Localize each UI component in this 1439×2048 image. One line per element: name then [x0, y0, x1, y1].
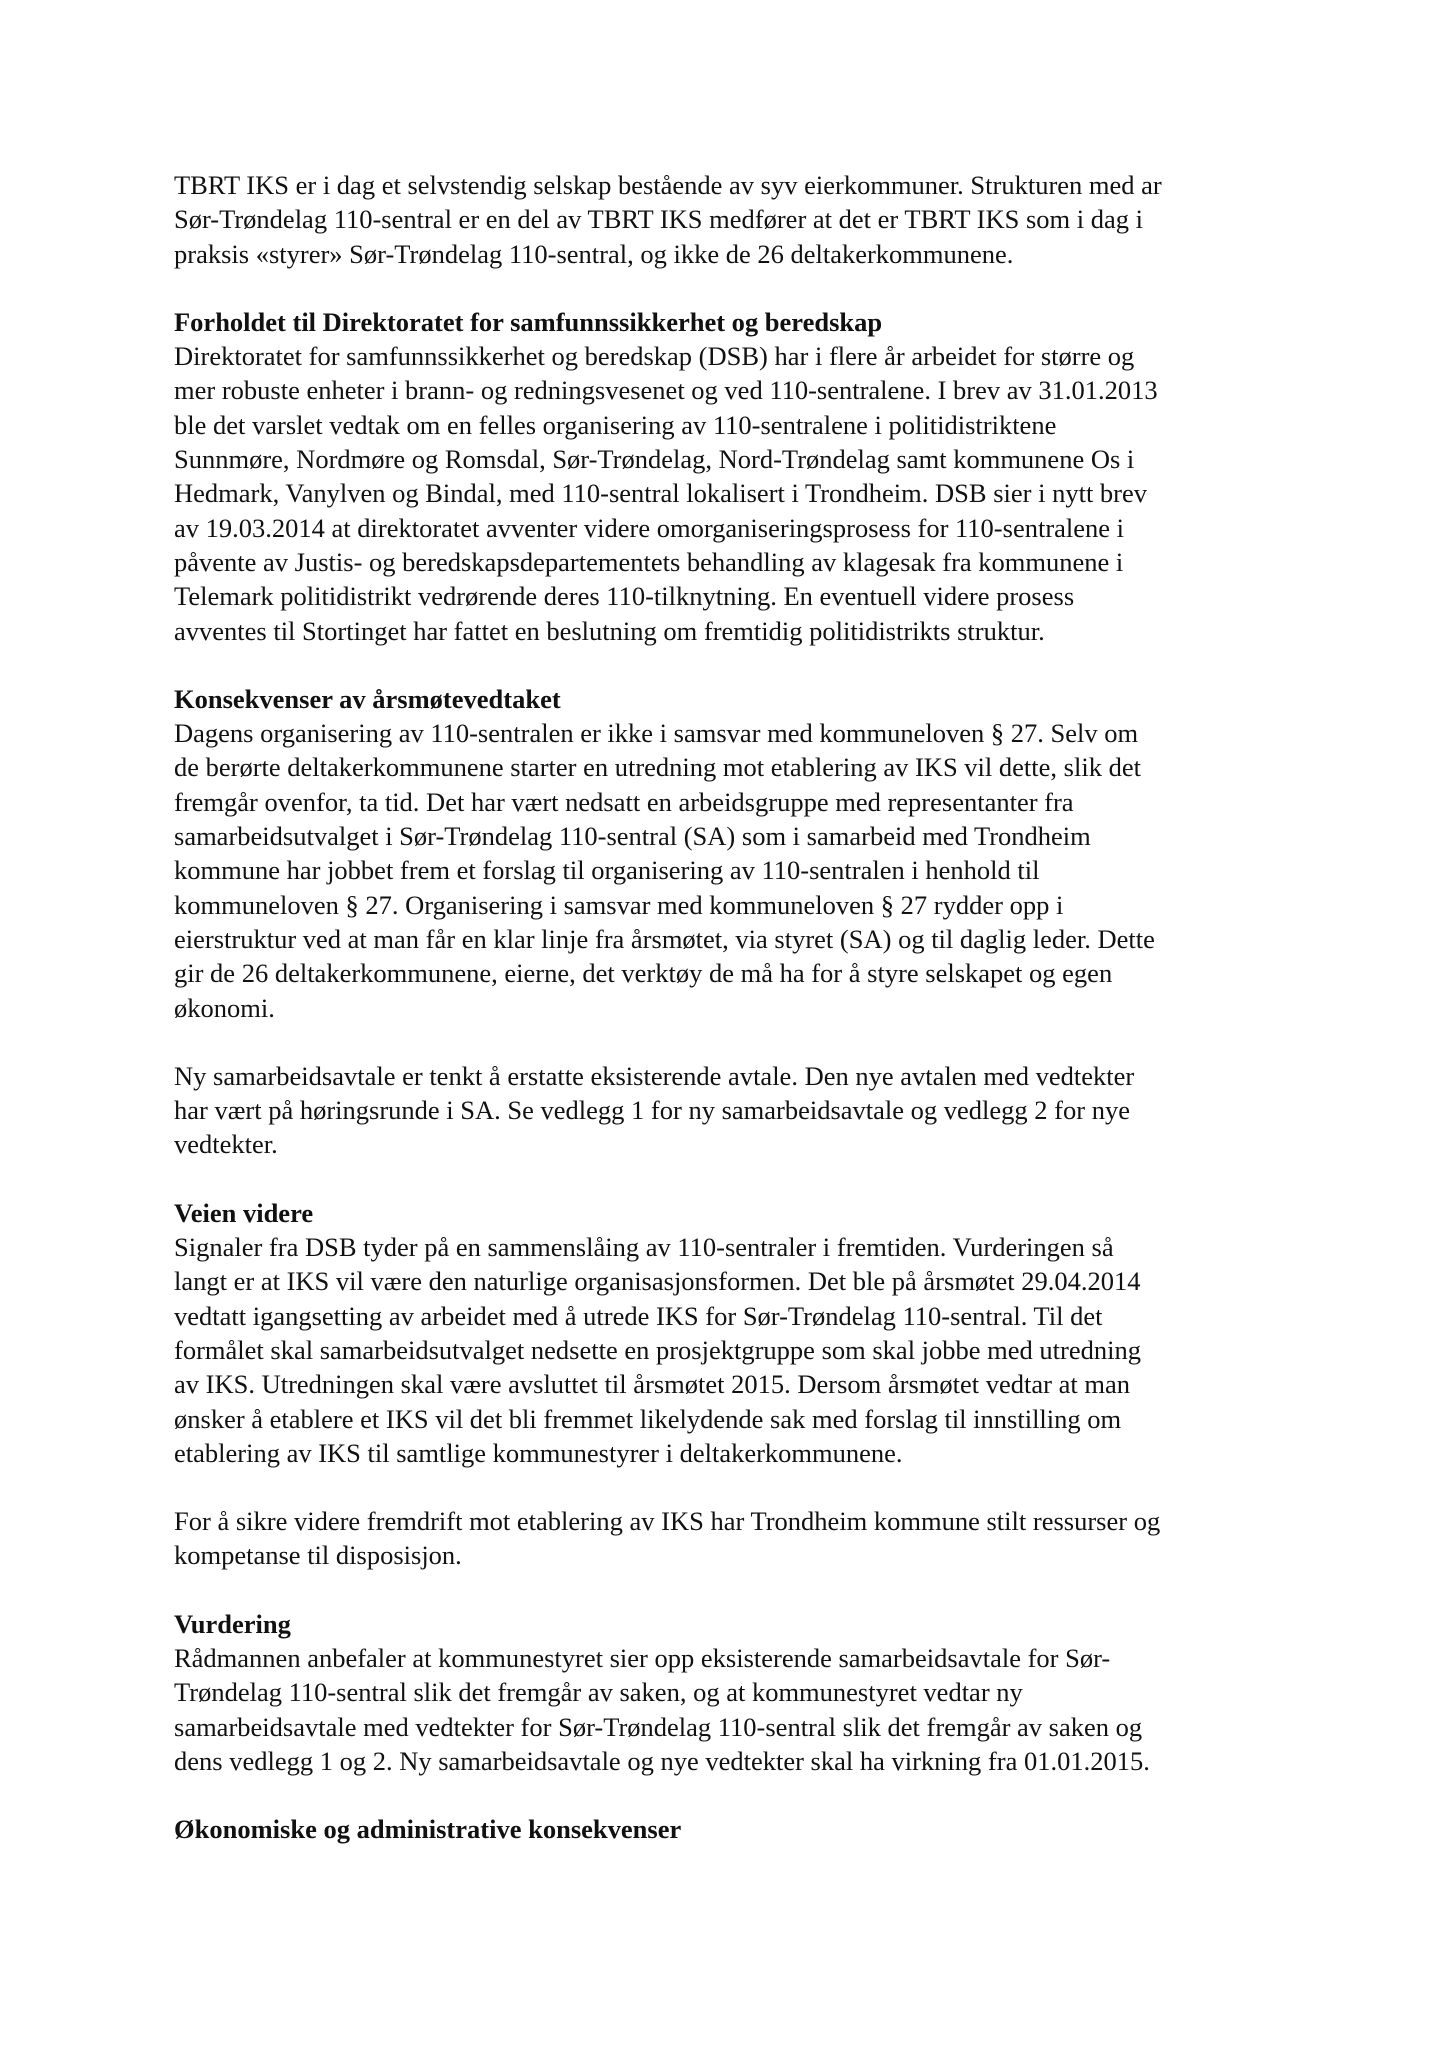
- text-line: samarbeidsavtale med vedtekter for Sør-Trøndelag 110-sentral slik det fremgår av saken og: [174, 1711, 1143, 1742]
- text-line: Sunnmøre, Nordmøre og Romsdal, Sør-Trøndelag, Nord-Trøndelag samt kommunene Os i: [174, 444, 1135, 475]
- text-line: etablering av IKS til samtlige kommunestyrer i deltakerkommunene.: [174, 1437, 903, 1468]
- text-line: fremgår ovenfor, ta tid. Det har vært nedsatt en arbeidsgruppe med representanter fra: [174, 786, 1074, 817]
- text-line: Direktoratet for samfunnssikkerhet og beredskap (DSB) har i flere år arbeidet for større og: [174, 341, 1135, 372]
- text-line: dens vedlegg 1 og 2. Ny samarbeidsavtale og nye vedtekter skal ha virkning fra 01.01.2015.: [174, 1745, 1150, 1776]
- section-heading: Konsekvenser av årsmøtevedtaket: [174, 683, 561, 714]
- text-line: Rådmannen anbefaler at kommunestyret sier opp eksisterende samarbeidsavtale for Sør-: [174, 1642, 1111, 1673]
- section-heading: Vurdering: [174, 1608, 291, 1639]
- dsb-section: [174, 305, 1284, 648]
- text-line: har vært på høringsrunde i SA. Se vedlegg 1 for ny samarbeidsavtale og vedlegg 2 for nye: [174, 1095, 1130, 1126]
- text-line: Signaler fra DSB tyder på en sammenslåing av 110-sentraler i fremtiden. Vurderingen så: [174, 1232, 1114, 1263]
- economic-section: [174, 1812, 1284, 1846]
- document-page: [174, 168, 1284, 1880]
- text-line: mer robuste enheter i brann- og redningsvesenet og ved 110-sentralene. I brev av 31.01.2013: [174, 375, 1158, 406]
- text-line: TBRT IKS er i dag et selvstendig selskap bestående av syv eierkommuner. Strukturen med ar: [174, 170, 1162, 200]
- text-line: Sør-Trøndelag 110-sentral er en del av TBRT IKS medfører at det er TBRT IKS som i dag i: [174, 204, 1144, 235]
- way-forward-section: [174, 1196, 1284, 1470]
- section-heading: Forholdet til Direktoratet for samfunnssikkerhet og beredskap: [174, 306, 883, 337]
- text-line: avventes til Stortinget har fattet en beslutning om fremtidig politidistrikts struktur.: [174, 615, 1045, 646]
- intro-paragraph: [174, 168, 1284, 271]
- text-line: gir de 26 deltakerkommunene, eierne, det verktøy de må ha for å styre selskapet og egen: [174, 958, 1113, 989]
- text-line: vedtekter.: [174, 1129, 278, 1160]
- text-line: Hedmark, Vanylven og Bindal, med 110-sentral lokalisert i Trondheim. DSB sier i nytt brev: [174, 478, 1148, 509]
- progress-paragraph: [174, 1504, 1284, 1573]
- text-line: kommuneloven § 27. Organisering i samsvar med kommuneloven § 27 rydder opp i: [174, 889, 1064, 920]
- section-heading: Veien videre: [174, 1197, 314, 1228]
- text-line: ble det varslet vedtak om en felles organisering av 110-sentralene i politidistriktene: [174, 409, 1057, 440]
- text-line: Dagens organisering av 110-sentralen er ikke i samsvar med kommuneloven § 27. Selv om: [174, 718, 1139, 749]
- text-line: av 19.03.2014 at direktoratet avventer videre omorganiseringsprosess for 110-sentralene i: [174, 512, 1125, 543]
- text-line: Ny samarbeidsavtale er tenkt å erstatte eksisterende avtale. Den nye avtalen med vedtekter: [174, 1060, 1135, 1091]
- text-line: Telemark politidistrikt vedrørende deres 110-tilknytning. En eventuell videre prosess: [174, 581, 1075, 612]
- text-line: ønsker å etablere et IKS vil det bli fremmet likelydende sak med forslag til innstilling om: [174, 1403, 1122, 1434]
- text-line: samarbeidsutvalget i Sør-Trøndelag 110-sentral (SA) som i samarbeid med Trondheim: [174, 821, 1091, 852]
- text-line: vedtatt igangsetting av arbeidet med å utrede IKS for Sør-Trøndelag 110-sentral. Til det: [174, 1300, 1103, 1331]
- text-line: formålet skal samarbeidsutvalget nedsette en prosjektgruppe som skal jobbe med utredning: [174, 1334, 1141, 1365]
- text-line: kompetanse til disposisjon.: [174, 1540, 462, 1571]
- consequences-section: [174, 682, 1284, 1025]
- text-line: påvente av Justis- og beredskapsdepartementets behandling av klagesak fra kommunene i: [174, 546, 1124, 577]
- text-line: de berørte deltakerkommunene starter en utredning mot etablering av IKS vil dette, slik det: [174, 752, 1141, 783]
- section-heading: Økonomiske og administrative konsekvenser: [174, 1814, 682, 1845]
- text-line: økonomi.: [174, 992, 275, 1023]
- new-agreement-paragraph: [174, 1059, 1284, 1162]
- text-line: eierstruktur ved at man får en klar linje fra årsmøtet, via styret (SA) og til daglig leder. Dette: [174, 923, 1155, 954]
- text-line: Trøndelag 110-sentral slik det fremgår av saken, og at kommunestyret vedtar ny: [174, 1677, 1023, 1708]
- text-line: langt er at IKS vil være den naturlige organisasjonsformen. Det ble på årsmøtet 29.04.2014: [174, 1266, 1141, 1297]
- text-line: kommune har jobbet frem et forslag til organisering av 110-sentralen i henhold til: [174, 855, 1040, 886]
- text-line: praksis «styrer» Sør-Trøndelag 110-sentral, og ikke de 26 deltakerkommunene.: [174, 238, 1014, 269]
- text-line: For å sikre videre fremdrift mot etablering av IKS har Trondheim kommune stilt ressurser og: [174, 1506, 1161, 1537]
- assessment-section: [174, 1607, 1284, 1778]
- text-line: av IKS. Utredningen skal være avsluttet til årsmøtet 2015. Dersom årsmøtet vedtar at man: [174, 1369, 1130, 1400]
